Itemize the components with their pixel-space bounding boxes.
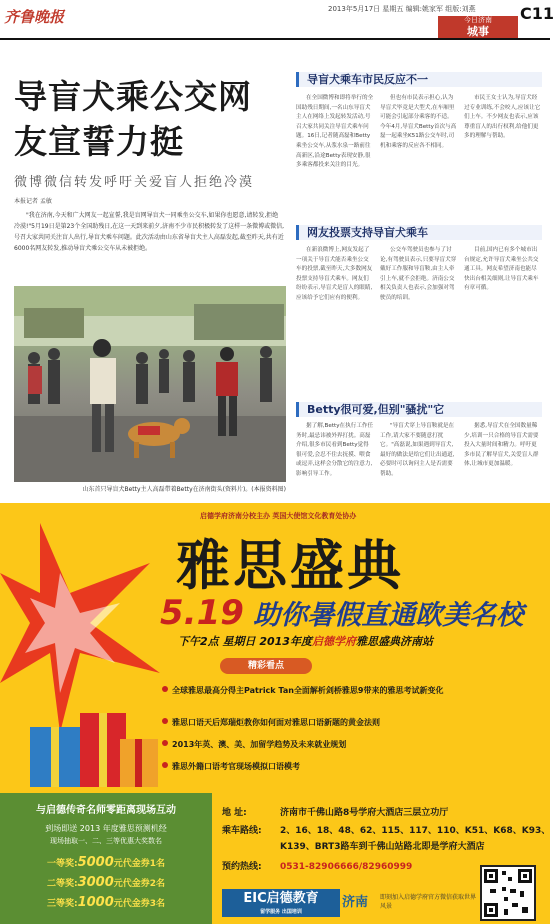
section1-text-col2: 但也有市民表示担心,认为导盲犬毕竟是大型犬,在车厢里可能会引起部分乘客的不适。今年4月,导盲犬Betty首次与高磊一起乘坐K51路公交车时,司机和乘客的反应各不相同。 [380, 95, 457, 149]
ad-time: 下午2点 星期日 [178, 635, 256, 648]
section3-text-col2: "导盲犬穿上导盲鞍就是在工作,请大家不要随意打扰它。"高磊说,如果遇到导盲犬,最好的做法是给它们让出通道,必要时可以询问主人是否需要帮助。 [380, 423, 455, 477]
gift-boxes-graphic [20, 693, 160, 793]
wechat-note: 即刻加入启德学府官方微信获取世界风景 [380, 894, 477, 910]
masthead [0, 0, 554, 40]
section-heading-betty: Betty很可爱,但别"骚扰"它 [296, 402, 542, 417]
article-subhead: 微博微信转发呼吁关爱盲人拒绝冷漠 [14, 175, 255, 190]
prize-row: 二等奖:3000元代金券2名 [46, 875, 166, 890]
bullet-dot-icon [162, 686, 168, 692]
article-headline: 导盲犬乘公交网友宣誓力挺 [14, 77, 252, 161]
section2-text-col1: 在新浪微博上,网友发起了一项关于导盲犬能否乘坐公交车的投票,截至昨天,大多数网友投票支持导盲犬乘车。网友们纷纷表示,导盲犬是盲人的眼睛,应该给予它们应有的便利。 [296, 247, 373, 301]
ad-bullet-item: 雅思口语天后郑瑞炬教你如何面对雅思口语新题的黄金法则 [162, 717, 452, 729]
bus-row-cont: K139、BRT3路车到千佛山站路北即是学府大酒店 [280, 842, 485, 852]
address-row: 地 址: 济南市千佛山路8号学府大酒店三层立功厅 [222, 808, 449, 818]
bullet-dot-icon [162, 718, 168, 724]
section3-text-col1: 据了解,Betty在执行工作任务时,最忌讳被外界打扰。高磊介绍,很多市民看到Betty觉得很可爱,会忍不住去抚摸、喂食或逗弄,这样会分散它的注意力,影响引导工作。 [296, 423, 374, 477]
ad-date-number: 5.19 [160, 593, 244, 633]
section1-text-col1: 在全国微博和即将举行的全国助残日期间,一名山东导盲犬主人在网络上发起转发活动,号召大家共同关注导盲犬乘车问题。16日,记者随高磊和Betty乘坐公交车,从浆水泉一路前往高新区,沿途Betty表现安静,很多乘客都投来关注的目光。 [296, 95, 374, 169]
prize-panel-title: 与启德传奇名师零距离现场互动 [36, 805, 176, 816]
section2-text-col3: 目前,国内已有多个城市出台规定,允许导盲犬乘坐公共交通工具。网友希望济南也能尽快出台相关细则,让导盲犬乘车有章可循。 [464, 247, 539, 292]
ad-event-name: 雅思盛典济南站 [355, 635, 433, 648]
prize-row: 三等奖:1000元代金券3名 [46, 895, 166, 910]
section-tag [438, 16, 518, 38]
bus-row: 乘车路线: 2、16、18、48、62、115、117、110、K51、K68、K93、 [222, 826, 551, 836]
ad-bullet-item: 2013年英、澳、美、加留学趋势及未来就业规划 [162, 739, 452, 751]
eic-logo: EIC启德教育 留学服务 出国培训 [222, 889, 340, 917]
ad-date-line [160, 593, 523, 633]
highlight-badge: 精彩看点 [220, 658, 312, 674]
ad-info-panel [212, 793, 550, 924]
dateline: 2013年5月17日 星期五 编辑:姚家军 组版:刘燕 [328, 5, 476, 13]
article-byline: 本报记者 孟敏 [14, 198, 52, 205]
section1-text-col3: 市民王女士认为,导盲犬经过专业训练,不会咬人,应该让它们上车。不少网友也表示,应该尊重盲人的出行权利,给他们更多的理解与帮助。 [464, 95, 541, 140]
phone-row: 预约热线: 0531-82906666/82960999 [222, 862, 413, 872]
news-photo [14, 286, 286, 482]
section-heading-vote: 网友投票支持导盲犬乘车 [296, 225, 542, 240]
qr-code-icon [480, 865, 536, 921]
section3-text-col3: 据悉,导盲犬在全国数量稀少,培训一只合格的导盲犬需要投入大量时间和精力。呼吁更多市民了解导盲犬,关爱盲人群体,让城市更加温暖。 [464, 423, 539, 468]
section-tag-main: 城事 [467, 25, 489, 38]
ad-date-text: 助你暑假直通欧美名校 [253, 600, 524, 631]
photo-illustration [14, 286, 286, 482]
bullet-dot-icon [162, 740, 168, 746]
prize-panel-draw: 现场抽取一、二、三等优惠大奖数名 [50, 837, 162, 845]
ad-subline [178, 633, 433, 649]
bullet-dot-icon [162, 762, 168, 768]
section-tag-top: 今日济南 [464, 16, 492, 24]
ad-bullet-item: 雅思外籍口语考官现场模拟口语模考 [162, 761, 452, 773]
section2-text-col2: 公交车驾驶员也参与了讨论,有驾驶员表示,只要导盲犬穿戴好工作服和导盲鞍,由主人牵引上车,就不会拒绝。济南公交相关负责人也表示,会加强对驾驶员的培训。 [380, 247, 457, 301]
prize-row: 一等奖:5000元代金券1名 [46, 855, 166, 870]
section-heading-reaction: 导盲犬乘车市民反应不一 [296, 72, 542, 87]
ad-title: 雅思盛典 [176, 534, 404, 597]
page-number: C11 [520, 4, 554, 23]
ad-prize-panel [0, 793, 212, 924]
ad-event-year: 2013年度 [259, 635, 312, 648]
prize-panel-gift: 到场即送 2013 年度雅思预测机经 [45, 824, 167, 833]
photo-caption: 山东首只导盲犬Betty主人高磊带着Betty在济南街头(资料片)。(本报资料图) [82, 486, 286, 493]
ad-bullet-item: 全球雅思最高分得主Patrick Tan全面解析剑桥雅思9带来的雅思考试新变化 [162, 685, 452, 697]
logo-city: 济南 [342, 895, 369, 910]
ad-event-school: 启德学府 [311, 635, 356, 648]
newspaper-logo: 齐鲁晚报 [4, 8, 65, 26]
article-lead: "我在济南,今天和广大网友一起宣誓,我是盲网导盲犬一同乘坐公交车,如果你也愿意,请转发,拒绝冷漠!"5月19日是第23个全国助残日,在这一天到来前夕,济南不少市民积极转发了这样一条微博或微信,号召大家共同关注盲人出行,导盲犬乘车问题。此次活动由山东省导盲犬主人高磊发起,截至昨天,共有近6000名网友转发,推动导盲犬乘公交车从未被拒绝。 [14, 212, 284, 252]
ad-organizers: 启德学府济南分校主办 英国大使馆文化教育处协办 [200, 512, 357, 520]
ielts-advertisement [0, 503, 550, 924]
